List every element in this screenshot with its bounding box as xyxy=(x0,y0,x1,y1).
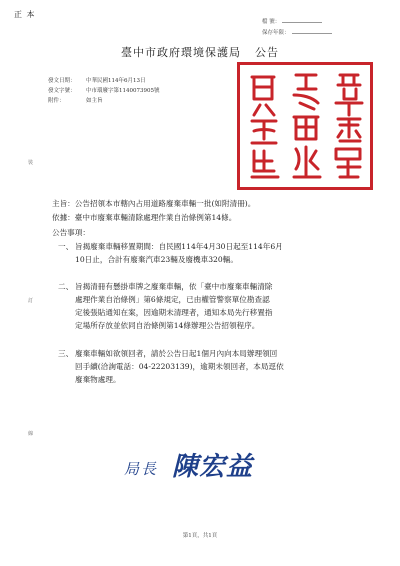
retention-label: 保存年限： xyxy=(262,30,290,36)
retention-field xyxy=(262,28,332,36)
signature-title: 局長 xyxy=(124,460,159,478)
doc-type: 公告 xyxy=(255,46,279,59)
item-2-line-4: 定場所存放並依同自治條例第14條辦理公告招領程序。 xyxy=(75,321,260,330)
agency-name: 臺中市政府環境保護局 xyxy=(121,46,241,59)
item-1-line-1: 旨揭廢棄車輛移置期間：自民國114年4月30日起至114年6月 xyxy=(75,242,283,251)
meta-number-label: 發文字號： xyxy=(48,88,76,94)
signature-name: 陳宏益 xyxy=(172,452,254,482)
item-1-text xyxy=(75,240,335,266)
file-no-label: 檔 號： xyxy=(262,19,281,25)
meta-date-label: 發文日期： xyxy=(48,78,76,84)
meta-attachment-value: 如主旨 xyxy=(86,98,103,104)
item-3-line-1: 廢棄車輛如欲領回者，請於公告日起1個月內向本局辦理領回 xyxy=(75,349,278,358)
item-2-line-3: 定後張貼通知在案，因逾期未清理者，通知本局先行移置指 xyxy=(75,308,273,317)
page-footer: 第1頁，共1頁 xyxy=(182,533,218,539)
file-no-field xyxy=(262,17,322,25)
document-title xyxy=(0,44,400,60)
item-2-line-1: 旨揭清冊有懸掛車牌之廢棄車輛，依「臺中市廢棄車輛清除 xyxy=(75,282,273,291)
item-2-num: 二、 xyxy=(58,282,74,291)
meta-date xyxy=(48,76,146,84)
items-heading: 公告事項： xyxy=(52,228,90,237)
item-2-line-2: 處理作業自治條例」第6條規定，已由權管警察單位勘查認 xyxy=(75,295,270,304)
meta-number-value: 中市環廢字第1140073905號 xyxy=(86,88,160,94)
item-3-num: 三、 xyxy=(58,349,74,358)
item-3-line-2: 回手續(洽詢電話：04-22203139)，逾期未領回者，本局逕依 xyxy=(75,362,284,371)
binding-mark-2: 訂 xyxy=(28,298,34,304)
item-1-num: 一、 xyxy=(58,242,74,251)
meta-attachment xyxy=(48,96,103,104)
meta-date-value: 中華民國114年6月13日 xyxy=(86,78,146,84)
item-3-text xyxy=(75,347,335,386)
item-1-line-2: 10日止，合計有廢棄汽車23輛及廢機車320輛。 xyxy=(75,255,238,264)
meta-number xyxy=(48,86,160,94)
binding-mark-3: 線 xyxy=(28,431,34,437)
subject-line: 主旨：公告招領本市轄內占用道路廢棄車輛一批(如附清冊)。 xyxy=(52,199,256,208)
official-seal xyxy=(237,62,373,190)
seal-graphic xyxy=(240,65,370,187)
meta-attachment-label: 附件： xyxy=(48,98,65,104)
item-2-text xyxy=(75,280,335,332)
binding-mark-1: 裝 xyxy=(28,160,34,166)
basis-line: 依據：臺中市廢棄車輛清除處理作業自治條例第14條。 xyxy=(52,213,237,222)
copy-mark: 正 本 xyxy=(14,10,36,19)
item-3-line-3: 廢棄物處理。 xyxy=(75,375,121,384)
